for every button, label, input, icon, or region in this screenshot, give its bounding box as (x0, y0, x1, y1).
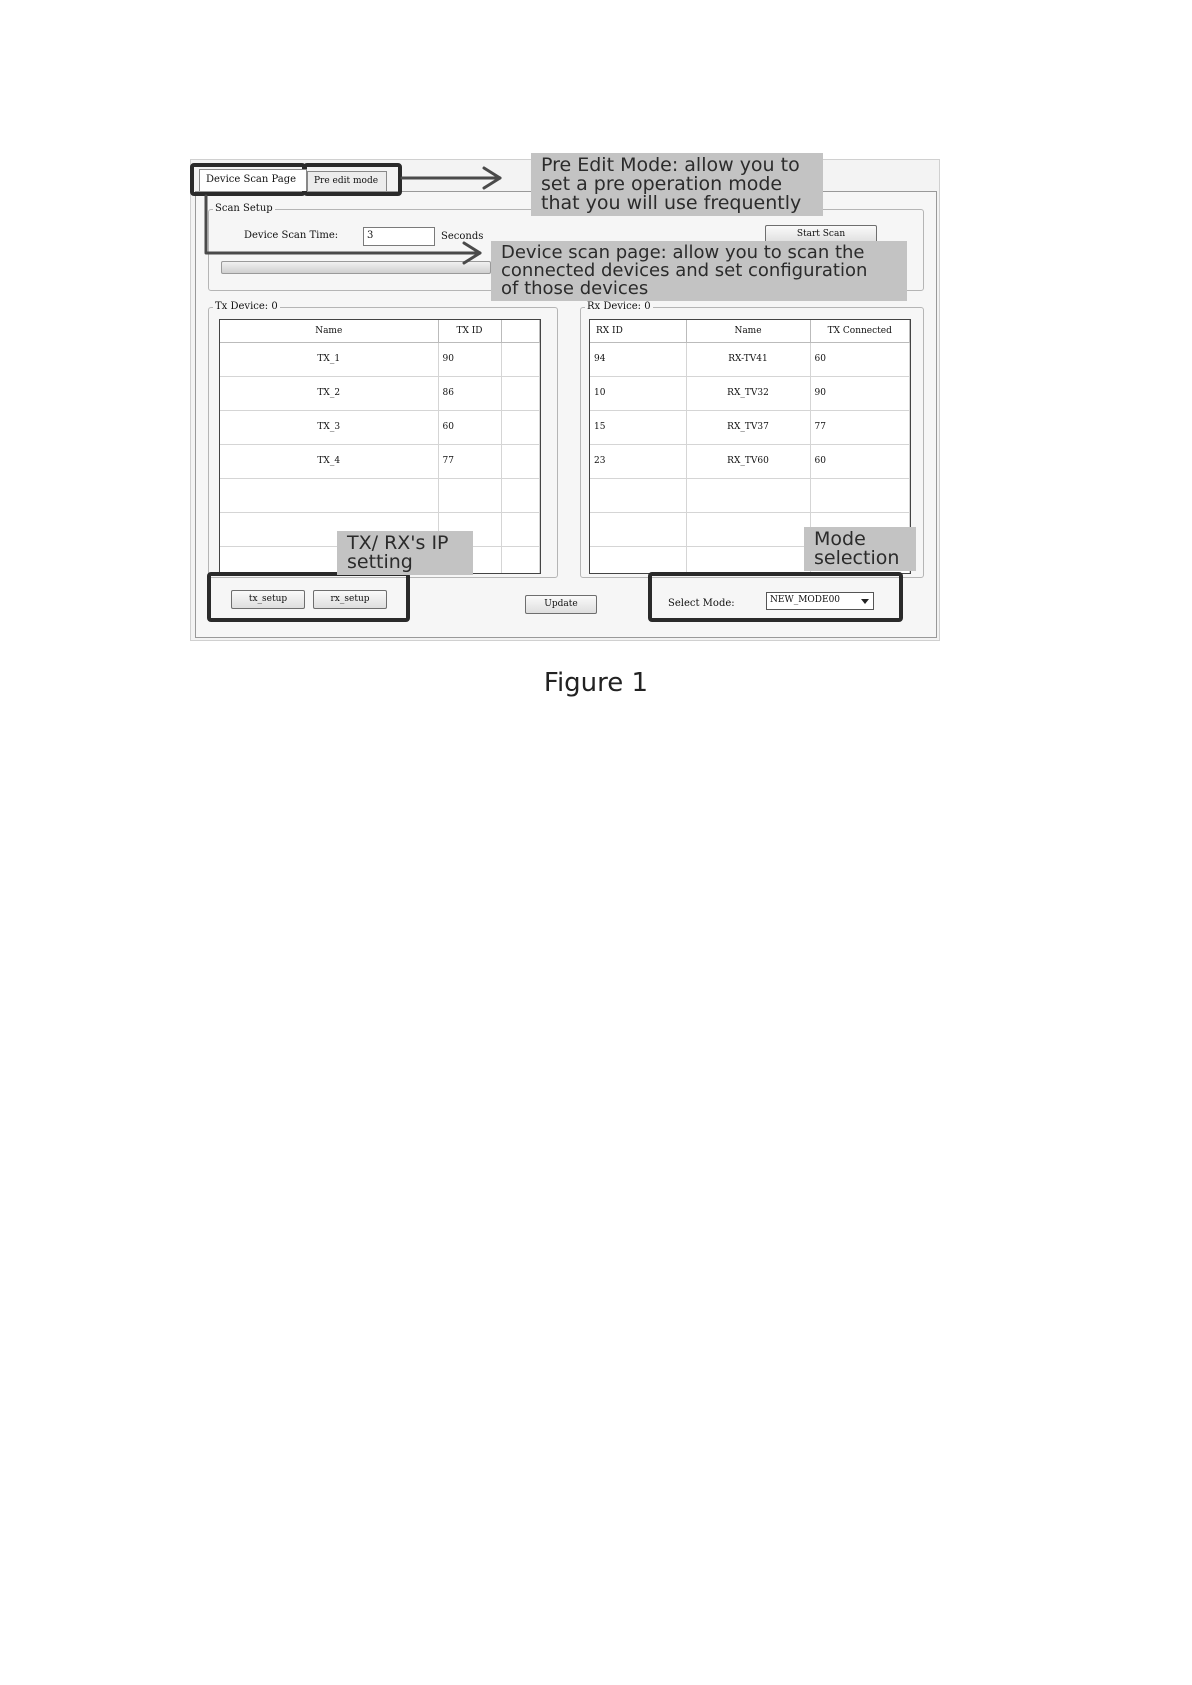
callout-pre-edit-mode (531, 153, 823, 216)
table-cell: RX-TV41 (686, 342, 810, 376)
table-cell: RX_TV32 (686, 376, 810, 410)
table-cell: 60 (438, 410, 501, 444)
column-header[interactable]: TX ID (438, 320, 501, 342)
table-cell: 60 (810, 444, 910, 478)
column-header[interactable]: TX Connected (810, 320, 910, 342)
callout-line: selection (814, 547, 900, 569)
table-cell: 60 (810, 342, 910, 376)
table-cell: TX_4 (220, 444, 438, 478)
table-cell: 77 (438, 444, 501, 478)
mode-select-value: NEW_MODE00 (770, 595, 841, 605)
callout-mode-selection (804, 527, 916, 571)
scan-setup-legend: Scan Setup (215, 203, 273, 214)
table-cell: 15 (590, 410, 686, 444)
callout-device-scan-page (491, 241, 907, 301)
table-cell: TX_3 (220, 410, 438, 444)
scan-time-input[interactable]: 3 (363, 227, 435, 246)
table-cell: 90 (810, 376, 910, 410)
table-cell: 10 (590, 376, 686, 410)
callout-line: that you will use frequently (541, 192, 802, 214)
table-cell: TX_2 (220, 376, 438, 410)
update-button[interactable]: Update (525, 595, 597, 614)
tab-device-scan-page[interactable]: Device Scan Page (199, 169, 307, 191)
callout-line: Pre Edit Mode: allow you to (541, 154, 800, 176)
callout-line: of those devices (501, 278, 649, 299)
rx-device-title: Rx Device: 0 (587, 301, 651, 312)
select-mode-label: Select Mode: (668, 598, 735, 609)
table-cell: 77 (810, 410, 910, 444)
table-cell: 90 (438, 342, 501, 376)
table-cell: 86 (438, 376, 501, 410)
column-header[interactable]: RX ID (590, 320, 686, 342)
column-header[interactable]: Name (686, 320, 810, 342)
start-scan-button[interactable]: Start Scan (765, 225, 877, 244)
annotation-arrows (0, 0, 1192, 700)
callout-line: connected devices and set configuration (501, 260, 868, 281)
tab-pre-edit-mode[interactable]: Pre edit mode (307, 171, 387, 191)
table-cell: RX_TV60 (686, 444, 810, 478)
callout-line: Mode (814, 528, 866, 550)
tx-device-title: Tx Device: 0 (215, 301, 278, 312)
callout-line: Device scan page: allow you to scan the (501, 242, 865, 263)
table-cell: 23 (590, 444, 686, 478)
rx-setup-button[interactable]: rx_setup (313, 590, 387, 609)
scan-time-label: Device Scan Time: (244, 230, 339, 241)
callout-line: set a pre operation mode (541, 173, 783, 195)
callout-line: TX/ RX's IP (347, 532, 449, 554)
seconds-label: Seconds (441, 231, 484, 242)
table-cell: 94 (590, 342, 686, 376)
callout-line: setting (347, 551, 413, 573)
table-cell: RX_TV37 (686, 410, 810, 444)
column-header[interactable]: Name (220, 320, 438, 342)
callout-ip-setting (337, 531, 473, 575)
tx-setup-button[interactable]: tx_setup (231, 590, 305, 609)
table-cell: TX_1 (220, 342, 438, 376)
figure-caption: Figure 1 (543, 668, 649, 698)
arrow-right-icon (206, 196, 480, 253)
